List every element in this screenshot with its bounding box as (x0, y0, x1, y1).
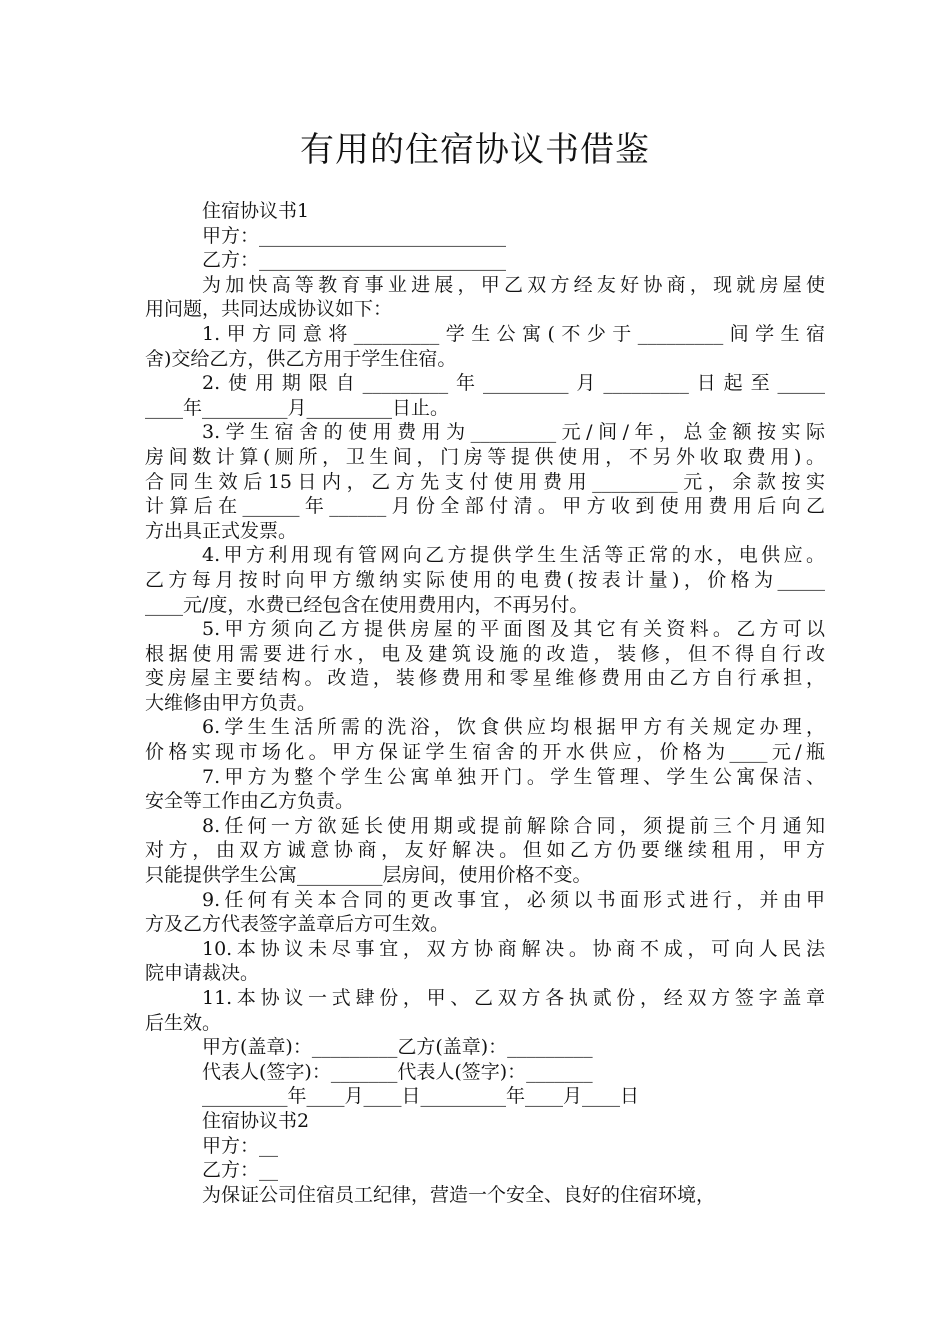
text-line: ____元/度，水费已经包含在使用费用内，不再另付。 (145, 593, 589, 616)
text-line: 甲方：__________________________ (202, 224, 507, 247)
document-title: 有用的住宿协议书借鉴 (300, 130, 650, 170)
text-line: ____年_________月_________日止。 (145, 396, 450, 419)
text-line: 乙方：__ (202, 1159, 279, 1182)
text-line: 9.任何有关本合同的更改事宜，必须以书面形式进行，并由甲 (202, 888, 825, 911)
text-line: 甲方：__ (202, 1134, 279, 1157)
text-line: 只能提供学生公寓_________层房间，使用价格不变。 (145, 864, 592, 887)
text-line: 10.本协议未尽事宜，双方协商解决。协商不成，可向人民法 (202, 937, 825, 960)
text-line: 1.甲方同意将_________学生公寓(不少于_________间学生宿 (202, 322, 825, 345)
text-line: 大维修由甲方负责。 (145, 691, 317, 714)
text-line: 合同生效后15日内，乙方先支付使用费用_________元，余款按实 (145, 470, 825, 493)
text-line: 住宿协议书2 (202, 1109, 310, 1132)
text-line: _________年____月____日_________年____月____日 (202, 1085, 640, 1108)
text-line: 3.学生宿舍的使用费用为_________元/间/年，总金额按实际 (202, 421, 825, 444)
text-line: 5.甲方须向乙方提供房屋的平面图及其它有关资料。乙方可以 (202, 618, 825, 641)
text-line: 计算后在______年______月份全部付清。甲方收到使用费用后向乙 (145, 495, 825, 518)
text-line: 为加快高等教育事业进展，甲乙双方经友好协商，现就房屋使 (202, 273, 825, 296)
text-line: 根据使用需要进行水，电及建筑设施的改造，装修，但不得自行改 (145, 642, 825, 665)
text-line: 2.使用期限自_________年_________月_________日起至_____ (202, 372, 825, 395)
text-line: 价格实现市场化。甲方保证学生宿舍的开水供应，价格为____元/瓶 (145, 741, 825, 764)
text-line: 对方，由双方诚意协商，友好解决。但如乙方仍要继续租用，甲方 (145, 839, 825, 862)
text-line: 后生效。 (145, 1011, 222, 1034)
text-line: 4.甲方利用现有管网向乙方提供学生生活等正常的水，电供应。 (202, 544, 825, 567)
text-line: 房间数计算(厕所，卫生间，门房等提供使用，不另外收取费用)。 (145, 445, 825, 468)
text-line: 安全等工作由乙方负责。 (145, 790, 355, 813)
text-line: 8.任何一方欲延长使用期或提前解除合同，须提前三个月通知 (202, 814, 825, 837)
text-line: 为保证公司住宿员工纪律，营造一个安全、良好的住宿环境， (202, 1183, 716, 1206)
text-line: 甲方(盖章)：_________乙方(盖章)：_________ (202, 1036, 593, 1059)
text-line: 变房屋主要结构。改造，装修费用和零星维修费用由乙方自行承担， (145, 667, 825, 690)
text-line: 舍)交给乙方，供乙方用于学生住宿。 (145, 347, 457, 370)
text-line: 代表人(签字)：_______代表人(签字)：_______ (202, 1060, 593, 1083)
document-body (145, 199, 825, 1207)
text-line: 6.学生生活所需的洗浴，饮食供应均根据甲方有关规定办理， (202, 716, 825, 739)
text-line: 用问题，共同达成协议如下： (145, 298, 393, 321)
text-line: 乙方每月按时向甲方缴纳实际使用的电费(按表计量)，价格为_____ (145, 568, 825, 591)
text-line: 方及乙方代表签字盖章后方可生效。 (145, 913, 450, 936)
text-line: 乙方：__________________________ (202, 249, 507, 272)
text-line: 住宿协议书1 (202, 200, 310, 222)
text-line: 方出具正式发票。 (145, 519, 298, 542)
text-line: 院申请裁决。 (145, 962, 260, 985)
text-line: 7.甲方为整个学生公寓单独开门。学生管理、学生公寓保洁、 (202, 765, 825, 788)
text-line: 11.本协议一式肆份，甲、乙双方各执贰份，经双方签字盖章 (202, 987, 825, 1009)
